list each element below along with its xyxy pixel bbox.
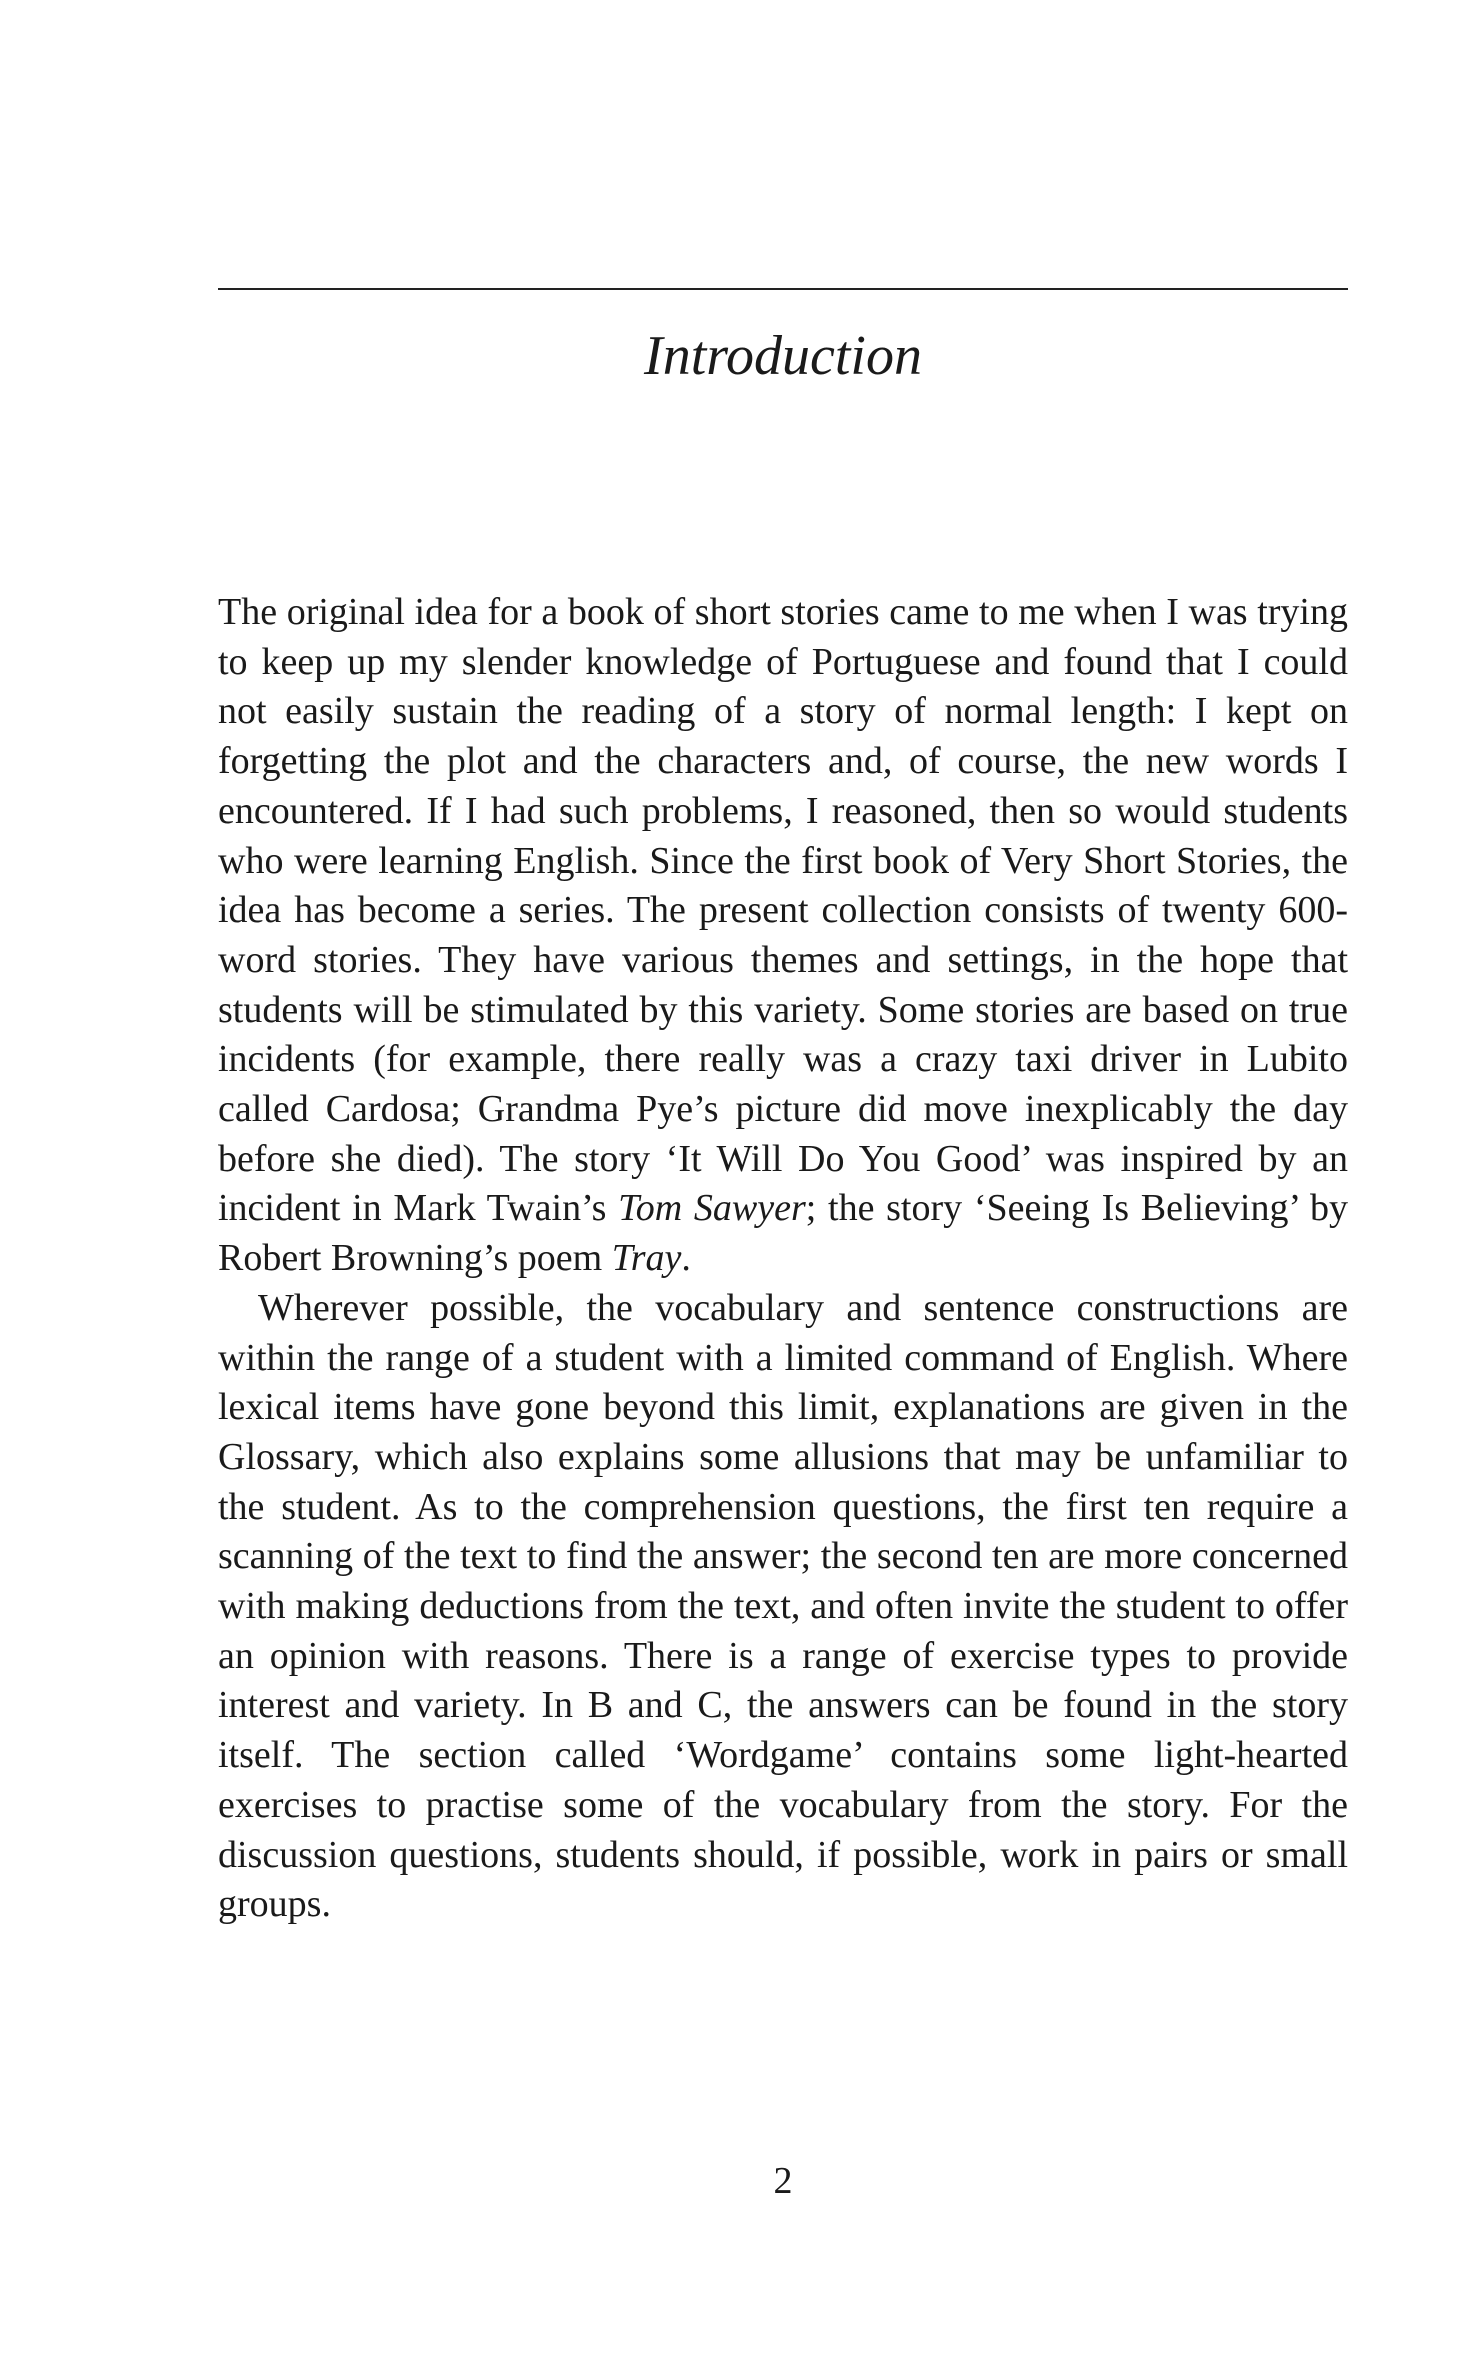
book-title-tom-sawyer: Tom Sawyer bbox=[618, 1187, 806, 1230]
paragraph-1 bbox=[218, 588, 1348, 1284]
chapter-title: Introduction bbox=[644, 325, 922, 387]
paragraph-1-text-b: ; the story ‘Seeing Is Believing’ by Robert Browning’s poem bbox=[218, 1187, 1349, 1280]
paragraph-1-text-c: . bbox=[681, 1237, 691, 1280]
poem-title-tray: Tray bbox=[611, 1237, 682, 1280]
paragraph-2: Wherever possible, the vocabulary and sentence constructions are within the range of a student with a limited command of English. Where lexical items have gone beyond this limit, explanations are given in the Glossary, which also explains some allusions that may be unfamiliar to the student. As to the comprehension questions, the first ten require a scanning of the text to find the answer; the second ten are more concerned with making deductions from the text, and often invite the student to offer an opinion with reasons. There is a range of exercise types to provide interest and variety. In B and C, the answers can be found in the story itself. The section called ‘Wordgame’ contains some light-hearted exercises to practise some of the vocabulary from the story. For the discussion questions, students should, if possible, work in pairs or small groups. bbox=[218, 1286, 1348, 1926]
page-number: 2 bbox=[773, 2160, 793, 2202]
paragraph-1-text-a: The original idea for a book of short stories came to me when I was trying to keep up my slender knowledge of Portuguese and found that I could not easily sustain the reading of a story of normal length: I kept on forgetting the plot and the characters and, of course, the new words I encountered. If I had such problems, I reasoned, then so would students who were learning English. Since the first book of Very Short Stories, the idea has become a series. The present collection consists of twenty 600-word stories. They have various themes and settings, in the hope that students will be stimulated by this variety. Some stories are based on true incidents (for example, there really was a crazy taxi driver in Lubito called Cardosa; Grandma Pye’s picture did move inexplicably the day before she died). The story ‘It Will Do You Good’ was inspired by an incident in Mark Twain’s bbox=[218, 591, 1348, 1230]
header-rule bbox=[218, 288, 1348, 290]
body-text bbox=[218, 588, 1348, 1930]
